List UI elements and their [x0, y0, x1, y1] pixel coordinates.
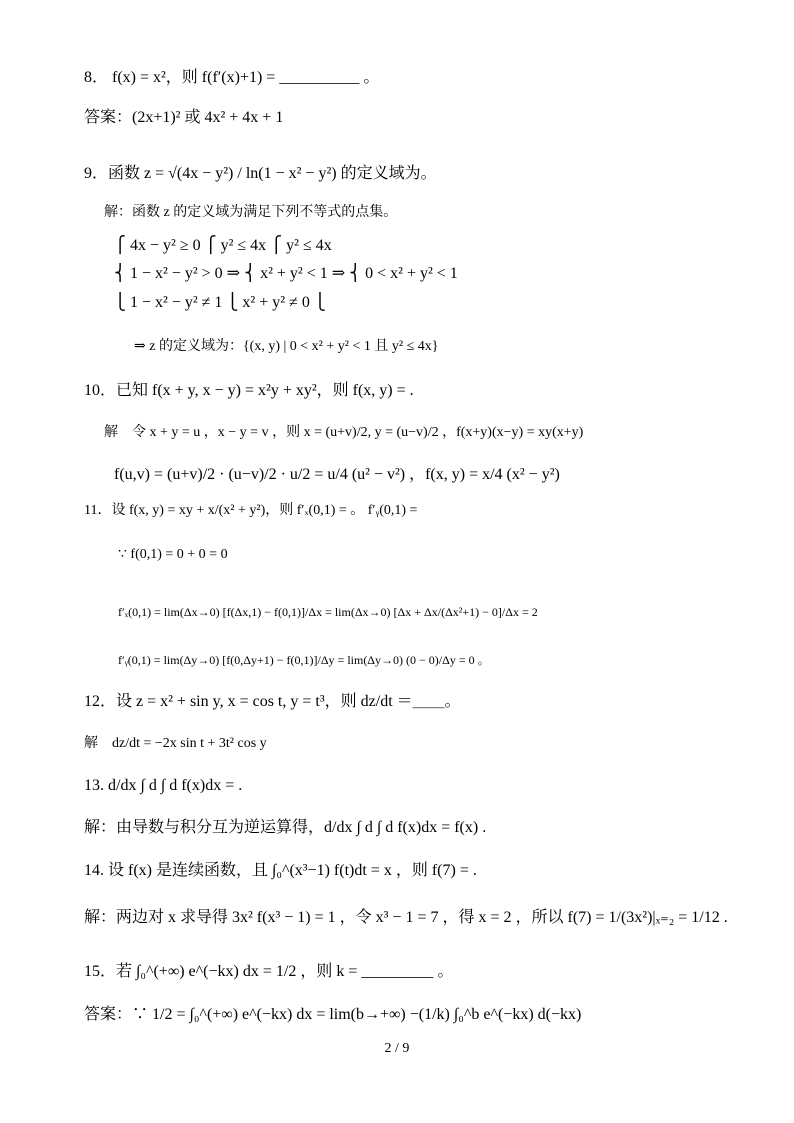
q9-system-row3: ⎩ 1 − x² − y² ≠ 1 ⎩ x² + y² ≠ 0 ⎩	[114, 294, 326, 311]
q12-answer: 解 dz/dt = −2x sin t + 3t² cos y	[84, 736, 267, 751]
q14-answer: 解：两边对 x 求导得 3x² f(x³ − 1) = 1 ，令 x³ − 1 = 7 ，得 x = 2 ，所以 f(7) = 1/(3x²)|ₓ₌₂ = 1/12 .	[84, 909, 728, 926]
q15-answer: 答案：∵ 1/2 = ∫₀^(+∞) e^(−kx) dx = lim(b→+∞) −(1/k) ∫₀^b e^(−kx) d(−kx)	[84, 1006, 582, 1023]
q10-question: 10．已知 f(x + y, x − y) = x²y + xy²，则 f(x, y) = .	[84, 382, 414, 399]
q11-question: 11．设 f(x, y) = xy + x/(x² + y²)，则 f′ₓ(0,1) = 。 f′ᵧ(0,1) =	[84, 503, 418, 518]
q14-question: 14. 设 f(x) 是连续函数，且 ∫₀^(x³−1) f(t)dt = x ，则 f(7) = .	[84, 862, 477, 879]
q13-answer: 解：由导数与积分互为逆运算得，d/dx ∫ d ∫ d f(x)dx = f(x) .	[84, 819, 487, 836]
q11-because: ∵ f(0,1) = 0 + 0 = 0	[118, 547, 228, 562]
q9-system-row1: ⎧ 4x − y² ≥ 0 ⎧ y² ≤ 4x ⎧ y² ≤ 4x	[114, 237, 332, 254]
q10-result: f(u,v) = (u+v)/2 · (u−v)/2 · u/2 = u/4 (u² − v²) ，f(x, y) = x/4 (x² − y²)	[114, 466, 560, 483]
q11-fy: f′ᵧ(0,1) = lim(Δy→0) [f(0,Δy+1) − f(0,1)]/Δy = lim(Δy→0) (0 − 0)/Δy = 0 。	[118, 653, 490, 667]
q11-fx: f′ₓ(0,1) = lim(Δx→0) [f(Δx,1) − f(0,1)]/Δx = lim(Δx→0) [Δx + Δx/(Δx²+1) − 0]/Δx = 2	[118, 605, 538, 619]
q9-question: 9．函数 z = √(4x − y²) / ln(1 − x² − y²) 的定义域为。	[84, 165, 437, 182]
q9-solution-intro: 解：函数 z 的定义域为满足下列不等式的点集。	[104, 205, 398, 220]
q13-question: 13. d/dx ∫ d ∫ d f(x)dx = .	[84, 777, 243, 794]
q9-system-row2: ⎨ 1 − x² − y² > 0 ⇒ ⎨ x² + y² < 1 ⇒ ⎨ 0 < x² + y² < 1	[114, 265, 458, 282]
q15-question: 15．若 ∫₀^(+∞) e^(−kx) dx = 1/2 ，则 k = _________ 。	[84, 963, 454, 980]
q10-substitution: 解 令 x + y = u ，x − y = v ，则 x = (u+v)/2, y = (u−v)/2 ，f(x+y)(x−y) = xy(x+y)	[104, 425, 584, 440]
q12-question: 12．设 z = x² + sin y, x = cos t, y = t³，则 dz/dt ＝＿＿。	[84, 693, 461, 710]
q8-answer: 答案：(2x+1)² 或 4x² + 4x + 1	[84, 109, 284, 126]
q8-question: 8． f(x) = x²，则 f(f′(x)+1) = __________ 。	[84, 69, 380, 86]
q9-domain-result: ⇒ z 的定义域为：{(x, y) | 0 < x² + y² < 1 且 y² ≤ 4x}	[134, 339, 439, 354]
page-number: 2 / 9	[384, 1041, 410, 1056]
